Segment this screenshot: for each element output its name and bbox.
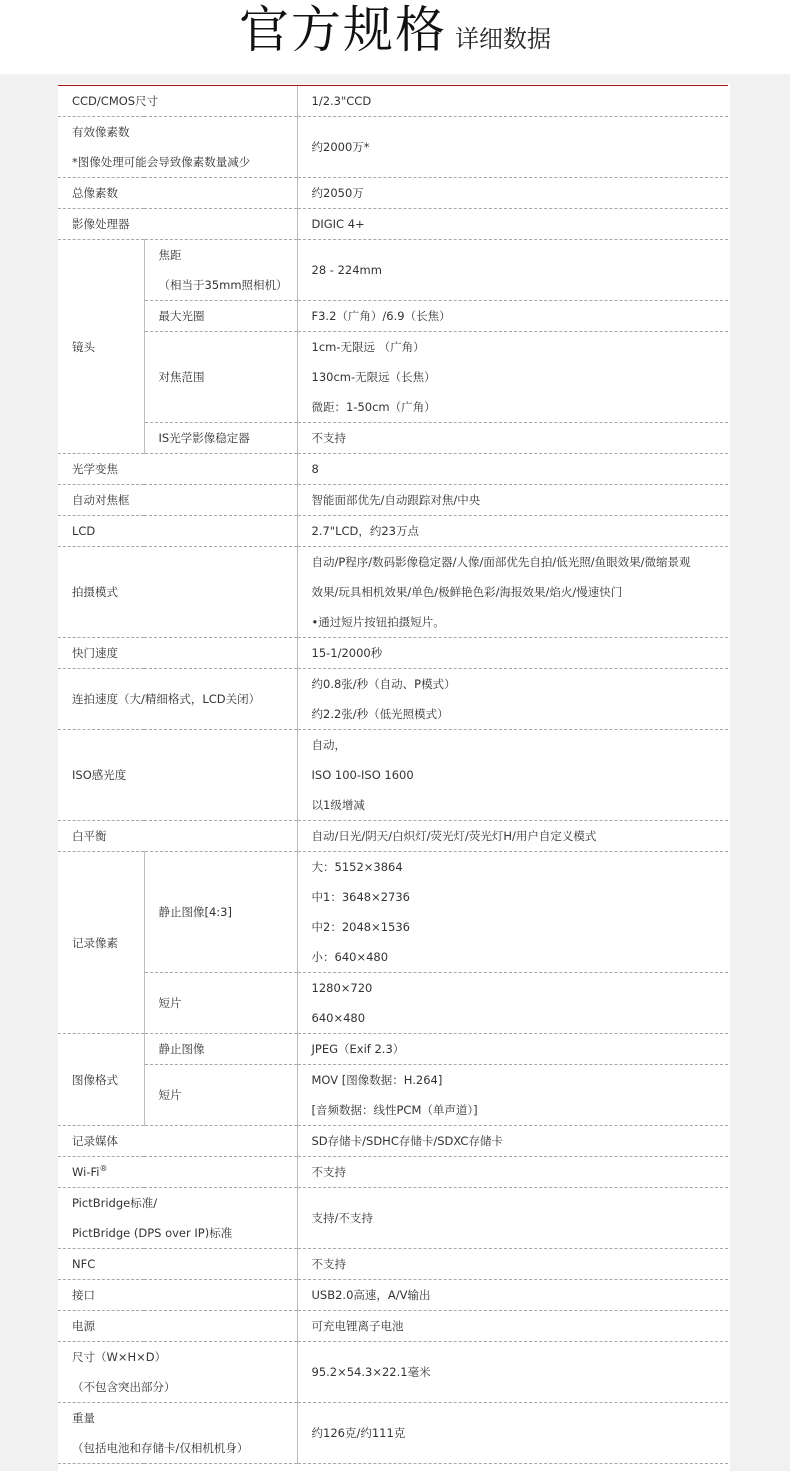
spec-table: [58, 86, 728, 1464]
spec-value: 智能面部优先/自动跟踪对焦/中央: [311, 493, 481, 507]
spec-label: 总像素数: [72, 186, 118, 200]
spec-row-af-frame: [58, 485, 728, 516]
spec-row-total-pixels: [58, 178, 728, 209]
spec-value: 95.2×54.3×22.1毫米: [311, 1365, 431, 1379]
spec-row-recording-movie: [58, 973, 728, 1034]
spec-value: MOV [图像数据：H.264]: [311, 1073, 443, 1087]
spec-group-label: 记录像素: [72, 935, 118, 950]
spec-sublabel: IS光学影像稳定器: [158, 431, 250, 445]
spec-row-format-still: [58, 1034, 728, 1065]
spec-value: 中2：2048×1536: [311, 920, 410, 934]
spec-row-wifi: [58, 1157, 728, 1188]
spec-value: [音频数据：线性PCM（单声道）]: [311, 1103, 478, 1117]
spec-row-sensor: [58, 86, 728, 117]
spec-value: JPEG（Exif 2.3）: [311, 1042, 405, 1056]
spec-value: 微距：1-50cm（广角）: [311, 400, 436, 414]
spec-row-weight: [58, 1403, 728, 1464]
spec-row-media: [58, 1126, 728, 1157]
spec-sublabel: 静止图像: [158, 1042, 205, 1056]
spec-row-format-movie: [58, 1065, 728, 1126]
spec-row-white-balance: [58, 821, 728, 852]
spec-value: 小：640×480: [311, 950, 389, 964]
spec-label: PictBridge (DPS over IP)标准: [72, 1226, 233, 1240]
spec-value: 支持/不支持: [311, 1211, 373, 1225]
spec-label: 拍摄模式: [72, 585, 118, 599]
spec-group-label: 镜头: [72, 339, 95, 354]
spec-value: 以1级增减: [311, 798, 365, 812]
spec-value: 约126克/约111克: [311, 1426, 406, 1440]
wifi-label: Wi-Fi: [72, 1165, 100, 1179]
spec-row-lens-focal: [58, 240, 728, 301]
spec-value: 2.7"LCD，约23万点: [311, 524, 420, 538]
spec-value: 中1：3648×2736: [311, 890, 410, 904]
spec-value: 效果/玩具相机效果/单色/极鲜艳色彩/海报效果/焰火/慢速快门: [311, 585, 623, 599]
spec-label-note: *图像处理可能会导致像素数量减少: [72, 155, 251, 169]
spec-sublabel-note: （相当于35mm照相机）: [158, 278, 288, 292]
spec-value: 不支持: [311, 1257, 346, 1271]
spec-row-iso: [58, 730, 728, 821]
spec-value: 大：5152×3864: [311, 860, 403, 874]
spec-label: NFC: [72, 1257, 96, 1271]
spec-value: 可充电锂离子电池: [311, 1319, 404, 1333]
spec-row-lcd: [58, 516, 728, 547]
spec-label: 自动对焦框: [72, 493, 130, 507]
spec-label: PictBridge标准/: [72, 1196, 158, 1210]
spec-label: 记录媒体: [72, 1134, 118, 1148]
spec-label-note: （不包含突出部分）: [72, 1380, 176, 1394]
spec-row-lens-aperture: [58, 301, 728, 332]
spec-value: 1cm-无限远 （广角）: [311, 340, 425, 354]
spec-label: 光学变焦: [72, 462, 118, 476]
spec-label: 白平衡: [72, 829, 107, 843]
spec-sublabel: 短片: [158, 996, 182, 1010]
spec-row-shutter-speed: [58, 638, 728, 669]
spec-row-nfc: [58, 1249, 728, 1280]
spec-value: SD存储卡/SDHC存储卡/SDXC存储卡: [311, 1134, 503, 1148]
spec-row-interface: [58, 1280, 728, 1311]
spec-label: 快门速度: [72, 646, 118, 660]
spec-sublabel: 对焦范围: [158, 370, 205, 384]
spec-label: LCD: [72, 524, 96, 538]
spec-value: F3.2（广角）/6.9（长焦）: [311, 309, 451, 323]
spec-group-label: 图像格式: [72, 1072, 118, 1087]
spec-value: ISO 100-ISO 1600: [311, 768, 414, 782]
registered-mark: ®: [99, 1164, 108, 1174]
spec-row-lens-focus-range: [58, 332, 728, 423]
spec-label: 重量: [72, 1411, 95, 1425]
spec-value: 约0.8张/秒（自动、P模式）: [311, 677, 456, 691]
page-header: [0, 0, 790, 74]
spec-row-lens-is: [58, 423, 728, 454]
spec-label: 电源: [72, 1319, 95, 1333]
spec-value: 约2000万*: [311, 140, 370, 154]
spec-value: 8: [311, 462, 319, 476]
spec-row-pictbridge: [58, 1188, 728, 1249]
spec-value: USB2.0高速，A/V输出: [311, 1288, 431, 1302]
spec-value: 约2050万: [311, 186, 364, 200]
spec-value: 640×480: [311, 1011, 366, 1025]
spec-value: 自动/P程序/数码影像稳定器/人像/面部优先自拍/低光照/鱼眼效果/微缩景观: [311, 555, 691, 569]
spec-row-power: [58, 1311, 728, 1342]
spec-row-optical-zoom: [58, 454, 728, 485]
spec-row-effective-pixels: [58, 117, 728, 178]
spec-label-note: （包括电池和存储卡/仅相机机身）: [72, 1441, 249, 1455]
spec-row-dimensions: [58, 1342, 728, 1403]
spec-label: 影像处理器: [72, 217, 130, 231]
spec-label: 连拍速度（大/精细格式，LCD关闭）: [72, 692, 261, 706]
spec-row-recording-still: [58, 852, 728, 973]
spec-label: 有效像素数: [72, 125, 130, 139]
spec-row-processor: [58, 209, 728, 240]
page-title: 官方规格: [239, 1, 447, 59]
spec-value: DIGIC 4+: [311, 217, 365, 231]
spec-label: ISO感光度: [72, 768, 127, 782]
spec-label: [72, 1157, 297, 1187]
spec-label: 尺寸（W×H×D）: [72, 1350, 167, 1364]
spec-value: 15-1/2000秒: [311, 646, 383, 660]
spec-label: 接口: [72, 1288, 95, 1302]
spec-row-burst-speed: [58, 669, 728, 730]
spec-sublabel: 焦距: [158, 248, 182, 262]
spec-value: 28 - 224mm: [311, 263, 382, 277]
spec-value: 不支持: [311, 1165, 346, 1179]
spec-sublabel: 短片: [158, 1088, 182, 1102]
spec-value: 不支持: [311, 431, 346, 445]
spec-value: 自动，: [311, 738, 346, 752]
spec-sublabel: 静止图像[4:3]: [158, 905, 232, 919]
spec-value: 130cm-无限远（长焦）: [311, 370, 436, 384]
spec-value: 约2.2张/秒（低光照模式）: [311, 707, 449, 721]
spec-value: 1/2.3"CCD: [311, 94, 372, 108]
spec-label: CCD/CMOS尺寸: [72, 94, 159, 108]
spec-value: •通过短片按钮拍摄短片。: [311, 615, 445, 629]
spec-value: 1280×720: [311, 981, 373, 995]
spec-value: 自动/日光/阴天/白炽灯/荧光灯/荧光灯H/用户自定义模式: [311, 829, 597, 843]
page-subtitle: 详细数据: [455, 25, 551, 53]
spec-sublabel: 最大光圈: [158, 309, 205, 323]
spec-row-shooting-mode: [58, 547, 728, 638]
